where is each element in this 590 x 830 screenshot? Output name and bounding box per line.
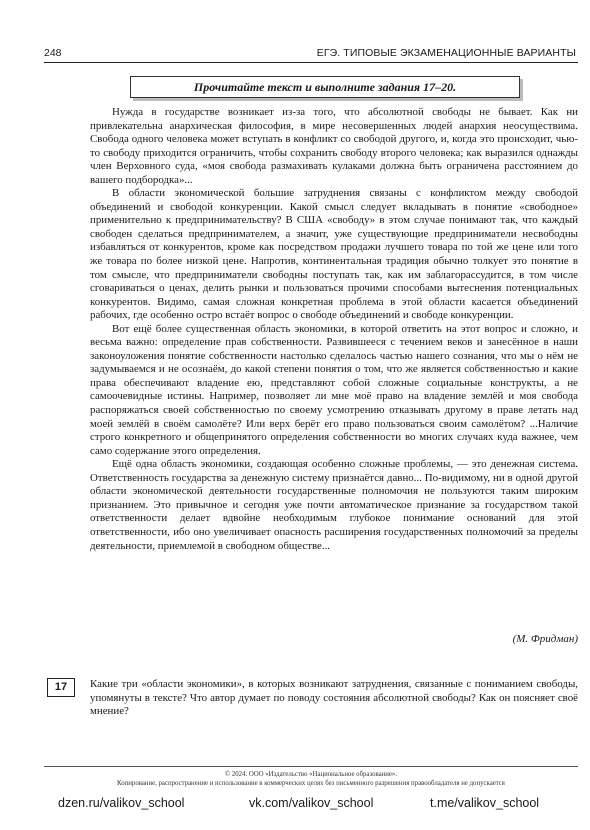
paragraph: Вот ещё более существенная область экономики, в которой ответить на этот вопрос и сложно, и весьма важно: определение прав собственности. Развившееся с течением веков и занесённое в наши законоуложения понятие собственности настолько сделалось частью нашего сознания, что мы о нём не задумываемся и не осознаём, до какой степени понятия о том, что же является собственностью и какие права обеспечивают владение ею, представляют собой сложные социальные конструкты, а не самоочевидные истины. Например, позволяет ли мне моё право на владение землёй и моя свобода распоряжаться своей собственностью по своему усмотрению отказывать другому в праве летать над моей землёй в своём самолёте? Или верх берёт его право пользоваться своим самолётом? ...Наличие строго конкретного и общепринятого определения собственности во многих случаях куда важнее, чем само содержание этого определения. [90, 322, 578, 457]
instruction-box: Прочитайте текст и выполните задания 17–20. [130, 76, 520, 98]
paragraph: Ещё одна область экономики, создающая особенно сложные проблемы, — это денежная система. Ответственность государства за денежную систему признаётся давно... По-видимому, ни в одной другой области экономической деятельности государственные полномочия не пользуются таким широким признанием. Это привычное и сегодня уже почти автоматическое признание за государством такой ответственности делает вдвойне необходимым глубокое понимание оснований для этой ответственности, ибо оно увеличивает опасность расширения государственных полномочий за пределы деятельности, приемлемой в свободном обществе... [90, 458, 578, 552]
author-attribution: (М. Фридман) [512, 633, 578, 645]
series-title: ЕГЭ. ТИПОВЫЕ ЭКЗАМЕНАЦИОННЫЕ ВАРИАНТЫ [316, 47, 576, 59]
page-header [44, 44, 578, 63]
paragraph: Нужда в государстве возникает из-за того, что абсолютной свободы не бывает. Как ни привлекательна анархическая философия, в мире несовершенных людей анархия неосуществима. Свобода одного человека может вступать в конфликт со свободой другого, и, когда это происходит, чью-то свободу приходится ограничить, чтобы сохранить свободу второго человека; как выразился однажды член Верховного суда, «моя свобода размахивать кулаками должна быть ограничена расстоянием до вашего подбородка»... [90, 106, 578, 186]
footer-divider [44, 766, 578, 767]
task-number-box: 17 [47, 678, 75, 697]
dzen-link[interactable]: dzen.ru/valikov_school [58, 796, 185, 810]
copyright-line: © 2024. ООО «Издательство «Национальное образование». [224, 771, 398, 778]
copyright-line: Копирование, распространение и использование в коммерческих целях без письменного разрешения правообладателя не допускается [117, 780, 505, 787]
page-number: 248 [44, 47, 62, 59]
telegram-link[interactable]: t.me/valikov_school [430, 796, 540, 810]
paragraph: В области экономической большие затруднения связаны с конфликтом между свободой объединений и свободой конкуренции. Какой смысл следует вкладывать в понятие «свободное» применительно к предпринимательству? В США «свободу» в этом случае понимают так, что каждый свободен сделаться предпринимателем, а значит, уже существующие предприниматели несвободны избавляться от конкурентов, кроме как посредством продажи лучшего товара по той же цене или того же товара по более низкой цене. Напротив, континентальная традиция обычно толкует это понятие в том смысле, что предприниматели свободны поступать так, как им заблагорассудится, в том числе сговариваться о ценах, делить рынки и пользоваться прочими способами вытеснения потенциальных конкурентов. Видимо, самая сложная конкретная проблема в этой области касается объединений рабочих, где особенно остро встаёт вопрос о свободе объединений и свободе конкуренции. [90, 187, 578, 322]
vk-link[interactable]: vk.com/valikov_school [249, 796, 374, 810]
text-body [90, 106, 578, 553]
social-links [44, 796, 578, 816]
task-question: Какие три «области экономики», в которых возникают затруднения, связанные с пониманием свободы, упомянуты в тексте? Что автор думает по поводу состояния абсолютной свободы? Как он поясняет своё мнение? [90, 678, 578, 718]
copyright-notice [44, 770, 578, 788]
